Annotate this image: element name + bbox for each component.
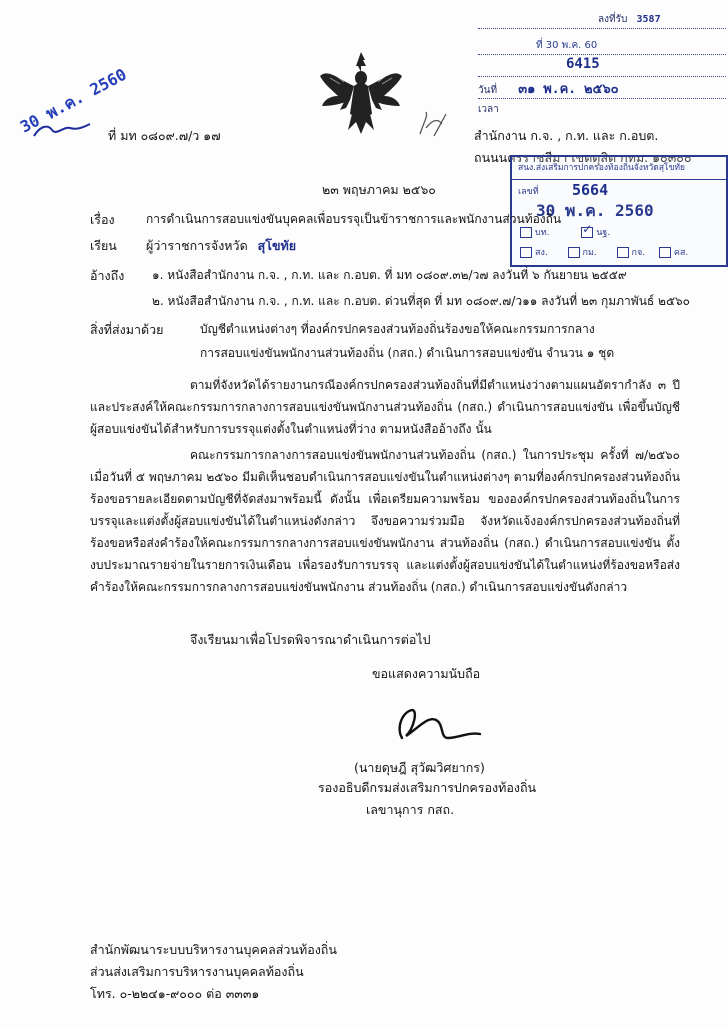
recipient-label: เรียน — [90, 238, 117, 253]
stamp-box-no-value: 5664 — [572, 181, 609, 199]
stamp-box-check-row-1 — [520, 222, 611, 239]
letter-date: ๒๓ พฤษภาคม ๒๕๖๐ — [322, 182, 436, 197]
sender-office: สำนักงาน ก.จ. , ก.ท. และ ก.อบต. — [474, 128, 659, 143]
body-paragraph-2-text: คณะกรรมการกลางการสอบแข่งขันพนักงานส่วนท้องถิ่น (กสถ.) ในการประชุม ครั้งที่ ๗/๒๕๖๐ เมื่อวันที่ ๕ พฤษภาคม ๒๕๖๐ มีมติเห็นชอบดำเนินการสอบแข่งขันในตำแหน่งต่างๆ ตามที่องค์กรปกครองส่วนท้องถิ่นร้องขอรายละเอียดตามบัญชีที่จัดส่งมาพร้อมนี้ ดังนั้น เพื่อเตรียมความพร้อม ขององค์กรปกครองส่วนท้องถิ่นในการบรรจุและแต่งตั้งผู้สอบแข่งขันได้ในตำแหน่งดังกล่าว จึงขอความร่วมมือ จังหวัดแจ้งองค์กรปกครองส่วนท้องถิ่นที่ร้องขอหรือส่งคำร้องให้คณะกรรมการกลางการสอบแข่งขันพนักงาน ส่วนท้องถิ่น (กสถ.) ดำเนินการสอบแข่งขัน ตั้งงบประมาณรายจ่ายในรายการเงินเดือน เพื่อรองรับการบรรจุ และแต่งตั้งผู้สอบแข่งขันได้ในตำแหน่งที่ร้องขอหรือส่งคำร้องให้คณะกรรมการกลางการสอบแข่งขันพนักงาน ส่วนท้องถิ่น (กสถ.) ดำเนินการสอบแข่งขันดังกล่าว — [90, 448, 680, 594]
body-paragraph-2 — [90, 444, 680, 598]
checkbox-icon — [520, 247, 532, 258]
stamp-box-check-row-2 — [520, 247, 688, 259]
stamp-receive-number: 3587 — [636, 14, 661, 25]
stamp-handwritten-number: 6415 — [566, 56, 600, 72]
left-date-stamp: 30 พ.ค. 2560 — [16, 64, 130, 137]
body-paragraph-1 — [90, 374, 680, 440]
checkbox-icon — [520, 227, 532, 238]
receiving-stamp — [478, 10, 726, 114]
stamp-line-1 — [598, 14, 661, 27]
reference-1: ๑. หนังสือสำนักงาน ก.จ. , ก.ท. และ ก.อบต. ที่ มท ๐๘๐๙.๓๒/ว๗ ลงวันที่ ๖ กันยายน ๒๕๕๙ — [152, 268, 627, 282]
pen-mark-icon — [416, 108, 452, 142]
signature-icon — [388, 698, 484, 754]
stamp-rule — [478, 28, 726, 29]
signer-position: เลขานุการ กสถ. — [366, 802, 455, 817]
stamp-line-4 — [478, 82, 619, 98]
stamp-rule — [478, 76, 726, 77]
checkbox-icon — [659, 247, 671, 258]
footer-phone: โทร. ๐-๒๒๔๑-๙๐๐๐ ต่อ ๓๓๓๑ — [90, 986, 260, 1001]
recipient — [146, 238, 296, 254]
closing-salutation: ขอแสดงความนับถือ — [372, 666, 481, 681]
stamp-line-2: ที่ 30 พ.ค. 60 — [536, 40, 598, 51]
stamp-rule — [478, 54, 726, 55]
enclosure-line-1: บัญชีตำแหน่งต่างๆ ที่องค์กรปกครองส่วนท้องถิ่นร้องขอให้คณะกรรมการกลาง — [200, 322, 595, 336]
checkbox-icon — [617, 247, 629, 258]
subject-label: เรื่อง — [90, 212, 115, 227]
stamp-box-date: 30 พ.ค. 2560 — [536, 201, 654, 220]
stamp-rule — [478, 98, 726, 99]
stamp-box-rule — [512, 179, 726, 180]
document-number: ที่ มท ๐๘๐๙.๗/ว ๑๗ — [108, 128, 221, 143]
recipient-handwritten: สุโขทัย — [257, 238, 297, 253]
stamp-check-label: สง. — [535, 248, 548, 258]
stamp-time-label: เวลา — [478, 104, 499, 115]
body-paragraph-1-text: ตามที่จังหวัดได้รายงานกรณีองค์กรปกครองส่วนท้องถิ่นที่มีตำแหน่งว่างตามแผนอัตรากำลัง ๓ ปี และประสงค์ให้คณะกรรมการกลางการสอบแข่งขันพนักงานส่วนท้องถิ่น (กสถ.) ดำเนินการสอบแข่งขัน เพื่อขึ้นบัญชีผู้สอบแข่งขันได้สำหรับการบรรจุแต่งตั้งในตำแหน่งที่ว่าง ตามหนังสืออ้างถึง นั้น — [90, 378, 680, 436]
signer-name: (นายดุษฎี สุวัฒวิศยากร) — [354, 760, 485, 775]
stamp-box-header: สนง.ส่งเสริมการปกครองท้องถิ่นจังหวัดสุโขทัย — [518, 163, 685, 173]
stamp-box-no-label: เลขที่ — [518, 187, 539, 197]
closing-request: จึงเรียนมาเพื่อโปรดพิจารณาดำเนินการต่อไป — [190, 632, 431, 647]
footer-office: สำนักพัฒนาระบบบริหารงานบุคคลส่วนท้องถิ่น — [90, 942, 337, 957]
checkbox-icon — [568, 247, 580, 258]
sender-address: ถนนนครราชสีมา เขตดุสิต กทม. ๑๐๓๐๐ — [474, 150, 692, 165]
recipient-text: ผู้ว่าราชการจังหวัด — [146, 238, 248, 253]
signer-title: รองอธิบดีกรมส่งเสริมการปกครองท้องถิ่น — [318, 780, 537, 795]
stamp-check-label: กจ. — [631, 248, 646, 258]
stamp-receive-label: ลงที่รับ — [598, 14, 628, 25]
stamp-check-label: นฐ. — [596, 228, 611, 238]
stamp-date-label: วันที่ — [478, 85, 498, 96]
checkbox-checked-icon: ✓ — [582, 222, 593, 236]
stamp-check-label: คส. — [673, 248, 689, 258]
subject-text: การดำเนินการสอบแข่งขันบุคคลเพื่อบรรจุเป็นข้าราชการและพนักงานส่วนท้องถิ่น — [146, 212, 562, 226]
stamp-check-label: กม. — [582, 248, 597, 258]
enclosure-label: สิ่งที่ส่งมาด้วย — [90, 322, 164, 337]
stamp-handwritten-date: ๓๑ พ.ค. ๒๕๖๐ — [518, 82, 619, 97]
enclosure-line-2: การสอบแข่งขันพนักงานส่วนท้องถิ่น (กสถ.) ดำเนินการสอบแข่งขัน จำนวน ๑ ชุด — [200, 346, 615, 360]
reference-label: อ้างถึง — [90, 268, 125, 283]
stamp-check-label: บท. — [535, 228, 550, 238]
reference-2: ๒. หนังสือสำนักงาน ก.จ. , ก.ท. และ ก.อบต. ด่วนที่สุด ที่ มท ๐๘๐๙.๗/ว๑๑ ลงวันที่ ๒๓ กุมภาพันธ์ ๒๕๖๐ — [152, 294, 690, 308]
province-receipt-stamp — [510, 155, 728, 267]
footer-division: ส่วนส่งเสริมการบริหารงานบุคคลท้องถิ่น — [90, 964, 304, 979]
garuda-emblem-icon — [318, 50, 404, 136]
